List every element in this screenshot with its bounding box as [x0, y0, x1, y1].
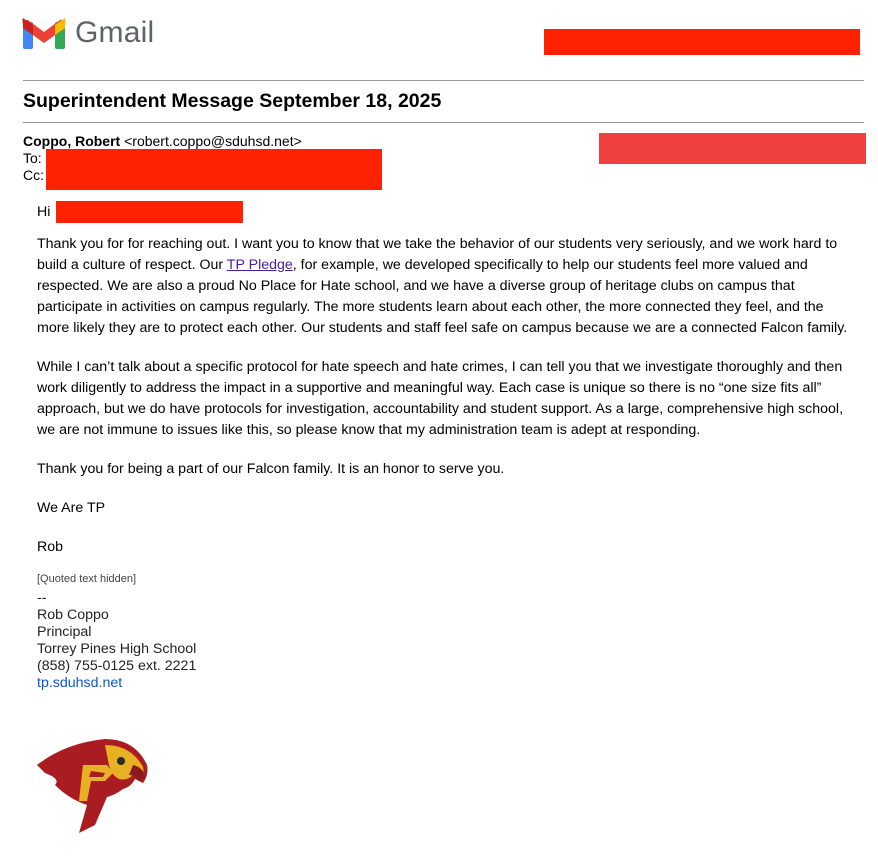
falcon-mascot-icon — [35, 735, 151, 835]
closing-line: We Are TP — [37, 500, 106, 516]
cc-label: Cc: — [23, 167, 44, 183]
signature-dash: -- — [37, 590, 47, 606]
redaction-greeting-name — [56, 201, 243, 223]
paragraph-1-start: Thank you for for reaching out. I want you to know that we take the behavior of our students very seriously, and we work hard to build a culture of respect. Our — [37, 236, 838, 273]
sender-email: <robert.coppo@sduhsd.net> — [124, 133, 302, 149]
sign-off: Rob — [37, 539, 64, 555]
to-label: To: — [23, 150, 42, 166]
paragraph-1-end: , for example, we developed specifically to help our students feel more valued and respected. We are also a proud No Place for Hate school, and we have a diverse group of heritage clubs on campus that participate in activities on campus regularly. The more students learn about each other, the more connected they feel, and the more likely they are to protect each other. Our students and staff feel safe on campus because we are a connected Falcon family. — [37, 257, 848, 336]
signature-title: Principal — [37, 624, 92, 640]
signature — [37, 590, 857, 692]
greeting-text: Hi — [37, 204, 51, 220]
gmail-logo — [22, 16, 154, 50]
email-body — [37, 200, 857, 692]
paragraph-3: Thank you for being a part of our Falcon family. It is an honor to serve you. — [37, 461, 505, 477]
paragraph-1 — [37, 234, 857, 339]
sender-line — [23, 133, 302, 150]
signature-school: Torrey Pines High School — [37, 641, 197, 657]
redaction-account — [544, 29, 860, 55]
signature-name: Rob Coppo — [37, 607, 109, 623]
paragraph-2: While I can’t talk about a specific protocol for hate speech and hate crimes, I can tell you that we investigate thoroughly and then work diligently to address the impact in a supportive and meaningful way. Each case is unique so there is no “one size fits all” approach, but we do have protocols for investigation, accountability and student support. As a large, comprehensive high school, we are not immune to issues like this, so please know that my administration team is adept at responding. — [37, 359, 844, 438]
tp-pledge-link[interactable]: TP Pledge — [226, 257, 293, 273]
redaction-date — [599, 133, 866, 164]
signature-phone: (858) 755-0125 ext. 2221 — [37, 658, 197, 674]
signature-website-link[interactable]: tp.sduhsd.net — [37, 675, 123, 691]
sender-name: Coppo, Robert — [23, 133, 121, 149]
redaction-recipients — [46, 149, 382, 190]
divider-top — [23, 80, 864, 81]
divider-subject — [23, 122, 864, 123]
gmail-m-icon — [22, 16, 66, 50]
gmail-wordmark: Gmail — [75, 16, 155, 49]
email-subject: Superintendent Message September 18, 2025 — [23, 90, 442, 112]
quoted-text-toggle[interactable]: [Quoted text hidden] — [37, 573, 137, 585]
